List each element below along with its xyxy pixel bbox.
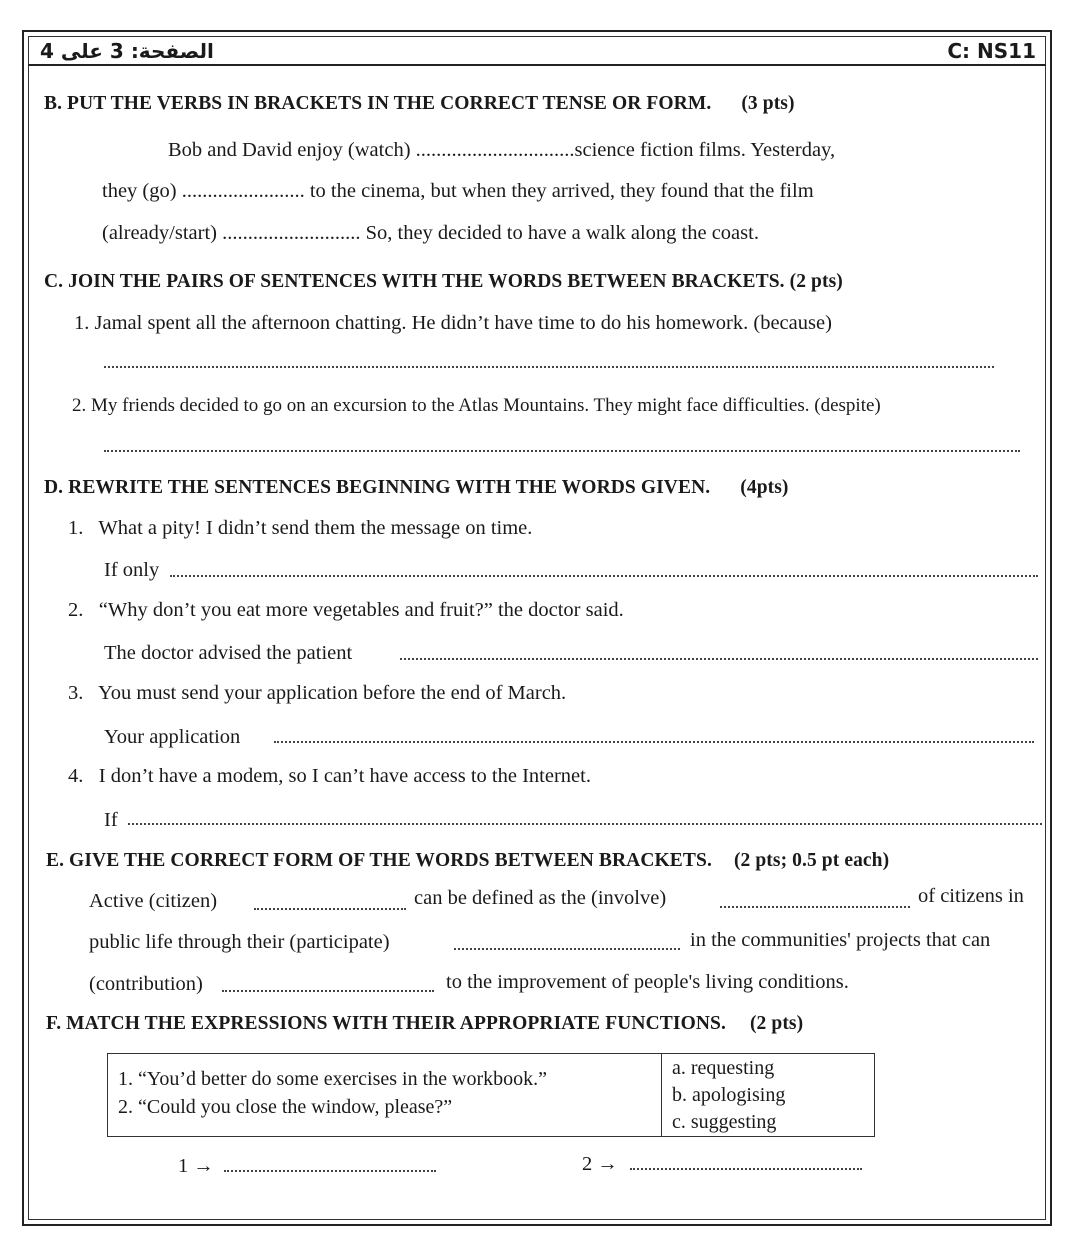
- b-blank-2[interactable]: ........................: [181, 180, 305, 202]
- b-blank-3[interactable]: ...........................: [222, 222, 361, 244]
- matching-table: [107, 1053, 875, 1137]
- page-label: الصفحة:: [130, 39, 214, 63]
- e-line-2-start: public life through their (participate): [89, 931, 390, 953]
- c-answer-line-2[interactable]: [104, 450, 1020, 452]
- e-line-3-end: to the improvement of people's living conditions.: [446, 971, 849, 993]
- section-d-points: (4pts): [740, 477, 789, 498]
- section-d-title: [44, 477, 789, 499]
- d-item-number: 1.: [68, 517, 84, 539]
- section-c-title: [44, 271, 843, 293]
- e-blank-4[interactable]: [222, 990, 434, 992]
- page-inner-frame: [28, 36, 1046, 1220]
- answer-label-2: 2 →: [582, 1153, 618, 1175]
- page-header: [28, 36, 1046, 66]
- d-item-number: 2.: [68, 599, 84, 621]
- function-b: b. apologising: [672, 1084, 786, 1106]
- section-c-points: (2 pts): [789, 271, 843, 292]
- d-prompt-3: Your application: [104, 726, 241, 748]
- e-line-2-end: in the communities' projects that can: [690, 929, 991, 951]
- section-f-points: (2 pts): [749, 1013, 804, 1034]
- d-prompt-2: The doctor advised the patient: [104, 642, 353, 664]
- e-line-1-mid: can be defined as the (involve): [414, 887, 667, 909]
- section-c-item-2: 2. My friends decided to go on an excursion to the Atlas Mountains. They might face difficulties. (despite): [72, 395, 881, 416]
- e-blank-2[interactable]: [720, 906, 910, 908]
- d-item-4: [68, 765, 591, 788]
- d-item-number: 4.: [68, 765, 84, 787]
- d-item-2: [68, 599, 624, 622]
- b-line3-end: So, they decided to have a walk along the coast.: [365, 222, 759, 244]
- section-f-title: [46, 1013, 803, 1035]
- d-item-3: [68, 682, 566, 705]
- section-f-heading: F. MATCH THE EXPRESSIONS WITH THEIR APPROPRIATE FUNCTIONS.: [46, 1013, 726, 1034]
- expression-2: 2. “Could you close the window, please?”: [118, 1096, 453, 1118]
- matching-table-divider: [661, 1054, 662, 1136]
- section-e-heading: E. GIVE THE CORRECT FORM OF THE WORDS BETWEEN BRACKETS.: [46, 850, 712, 871]
- section-b-points: (3 pts): [741, 93, 795, 114]
- d-prompt-1: If only: [104, 559, 160, 581]
- answer-blank-2[interactable]: [630, 1168, 862, 1170]
- answer-label-1: 1 →: [178, 1155, 214, 1177]
- e-line-1-end: of citizens in: [918, 885, 1024, 907]
- d-answer-line-4[interactable]: [128, 823, 1042, 825]
- b-blank-1[interactable]: ...............................: [415, 139, 575, 161]
- b-line1-end: science fiction films. Yesterday,: [574, 139, 836, 161]
- section-b-line-1: [168, 139, 835, 162]
- d-answer-line-2[interactable]: [400, 658, 1038, 660]
- e-blank-3[interactable]: [454, 948, 680, 950]
- function-a: a. requesting: [672, 1057, 775, 1079]
- d-item-1: [68, 517, 532, 540]
- section-b-title: [44, 93, 795, 115]
- page-counter: [40, 39, 214, 63]
- page-number: 3: [109, 39, 124, 63]
- b-line2-end: to the cinema, but when they arrived, they found that the film: [309, 180, 814, 202]
- c-answer-line-1[interactable]: [104, 366, 994, 368]
- section-c-item-1: 1. Jamal spent all the afternoon chatting. He didn’t have time to do his homework. (because): [74, 312, 832, 334]
- section-c-heading: C. JOIN THE PAIRS OF SENTENCES WITH THE WORDS BETWEEN BRACKETS.: [44, 271, 785, 292]
- e-line-1-start: Active (citizen): [89, 890, 218, 912]
- d-item-sentence: What a pity! I didn’t send them the message on time.: [98, 517, 533, 539]
- d-item-sentence: You must send your application before the end of March.: [98, 682, 567, 704]
- section-b-line-3: [102, 222, 759, 245]
- page-total: 4: [40, 39, 54, 63]
- d-answer-line-3[interactable]: [274, 741, 1034, 743]
- section-e-title: [46, 850, 889, 872]
- answer-blank-1[interactable]: [224, 1170, 436, 1172]
- d-item-sentence: “Why don’t you eat more vegetables and fruit?” the doctor said.: [98, 599, 624, 621]
- d-item-number: 3.: [68, 682, 84, 704]
- of-word: على: [60, 39, 103, 63]
- section-b-line-2: [102, 180, 814, 203]
- section-d-heading: D. REWRITE THE SENTENCES BEGINNING WITH THE WORDS GIVEN.: [44, 477, 711, 498]
- b-line3-start: (already/start): [102, 222, 217, 244]
- d-item-sentence: I don’t have a modem, so I can’t have access to the Internet.: [98, 765, 591, 787]
- section-b-heading: B. PUT THE VERBS IN BRACKETS IN THE CORRECT TENSE OR FORM.: [44, 93, 712, 114]
- section-e-points: (2 pts; 0.5 pt each): [733, 850, 890, 871]
- b-line2-start: they (go): [102, 180, 177, 202]
- d-prompt-4: If: [104, 809, 118, 831]
- function-c: c. suggesting: [672, 1111, 777, 1133]
- e-line-3-start: (contribution): [89, 973, 203, 995]
- page-frame: [22, 30, 1052, 1226]
- expression-1: 1. “You’d better do some exercises in the workbook.”: [118, 1068, 547, 1090]
- e-blank-1[interactable]: [254, 908, 406, 910]
- exam-code: C: NS11: [947, 39, 1036, 63]
- d-answer-line-1[interactable]: [170, 575, 1038, 577]
- b-line1-start: Bob and David enjoy (watch): [168, 139, 411, 161]
